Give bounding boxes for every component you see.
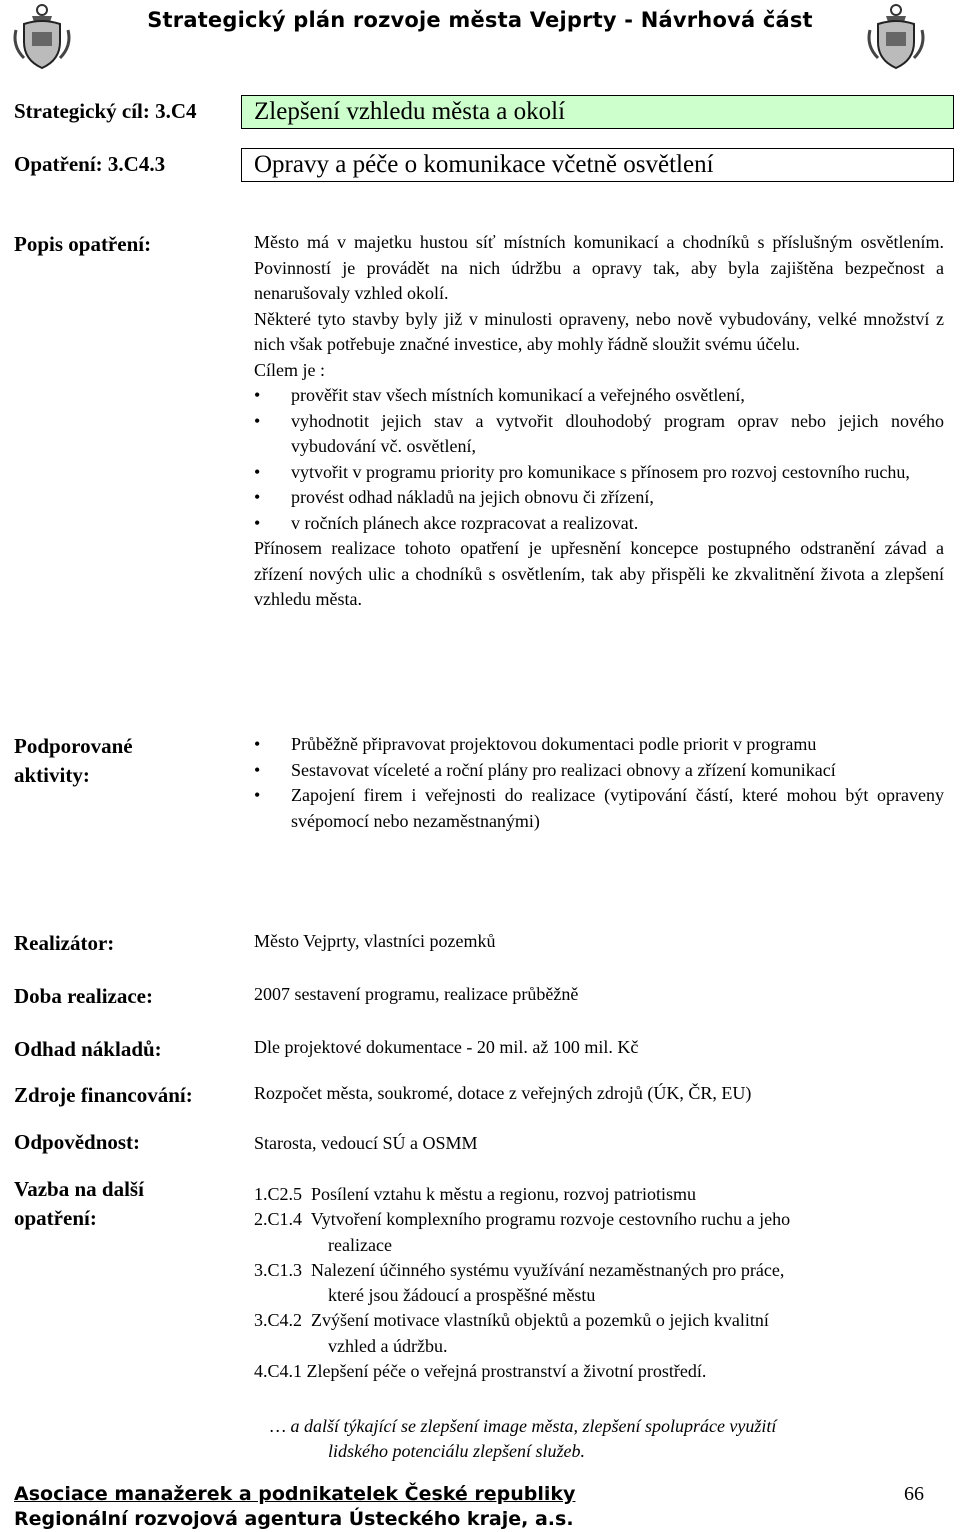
list-item: 1.C2.5 Posílení vztahu k městu a regionu, rozvoj patriotismu <box>254 1184 696 1204</box>
bullet-icon: • <box>254 759 261 780</box>
goal-title: Zlepšení vzhledu města a okolí <box>241 95 954 129</box>
implementer-value: Město Vejprty, vlastníci pozemků <box>254 931 496 951</box>
description-label: Popis opatření: <box>14 232 152 256</box>
bullet-icon: • <box>254 734 261 754</box>
duration-label: Doba realizace: <box>14 984 153 1008</box>
list-item: • prověřit stav všech místních komunikací a veřejného osvětlení, <box>254 383 944 409</box>
bullet-icon: • <box>254 487 261 507</box>
bullet-icon: • <box>254 410 261 431</box>
bullet-icon: • <box>254 461 261 482</box>
list-item: • Sestavovat víceleté a roční plány pro realizaci obnovy a zřízení komunikací <box>254 758 944 784</box>
description-paragraph: Město má v majetku hustou síť místních komunikací a chodníků s příslušným osvětlením. Povinností je provádět na nich údržbu a opravy tak, aby byla zajištěna bezpečnost a nenarušovaly vzhled okolí. <box>254 232 944 303</box>
list-item: • Zapojení firem i veřejnosti do realizace (vytipování částí, které mohou být opraveny svépomocí nebo nezaměstnanými) <box>254 785 944 831</box>
bullet-icon: • <box>254 785 261 805</box>
implementer-label: Realizátor: <box>14 931 115 955</box>
page-number: 66 <box>904 1483 924 1505</box>
funding-label: Zdroje financování: <box>14 1083 193 1107</box>
list-item: • Průběžně připravovat projektovou dokumentaci podle priorit v programu <box>254 732 944 758</box>
list-item: 3.C4.2 Zvýšení motivace vlastníků objektů a pozemků o jejich kvalitní vzhled a údržbu. <box>254 1310 769 1356</box>
list-item: 3.C1.3 Nalezení účinného systému využívání nezaměstnaných pro práce, které jsou žádoucí a prospěšné městu <box>254 1259 785 1306</box>
related-measures-list <box>254 1182 944 1384</box>
list-item: • vyhodnotit jejich stav a vytvořit dlouhodobý program oprav nebo jejich nového vybudování vč. osvětlení, <box>254 410 944 456</box>
bullet-icon: • <box>254 512 261 533</box>
bullet-icon: • <box>254 385 261 405</box>
supported-activities-list <box>254 732 944 834</box>
closing-note: … a další týkající se zlepšení image města, zlepšení spolupráce využití lidského potenciálu zlepšení služeb. <box>270 1416 777 1461</box>
list-item: • v ročních plánech akce rozpracovat a realizovat. <box>254 511 944 537</box>
footer-organization-1: Asociace manažerek a podnikatelek České republiky <box>14 1483 576 1505</box>
responsibility-value: Starosta, vedoucí SÚ a OSMM <box>254 1133 478 1153</box>
related-measures-label: Vazba na další opatření: <box>14 1177 144 1230</box>
town-crest-icon-left <box>10 2 74 74</box>
measure-label: Opatření: 3.C4.3 <box>14 152 166 176</box>
aims-list <box>254 383 944 536</box>
responsibility-label: Odpovědnost: <box>14 1130 141 1154</box>
description-paragraph: Některé tyto stavby byly již v minulosti opraveny, nebo nově vybudovány, velké množství z nich však potřebuje značné investice, aby mohly řádně sloužit svému účelu. <box>254 308 944 354</box>
list-item: 2.C1.4 Vytvoření komplexního programu rozvoje cestovního ruchu a jeho realizace <box>254 1209 791 1255</box>
town-crest-icon-right <box>864 2 928 74</box>
costs-value: Dle projektové dokumentace - 20 mil. až 100 mil. Kč <box>254 1037 639 1057</box>
goal-label: Strategický cíl: 3.C4 <box>14 99 197 123</box>
costs-label: Odhad nákladů: <box>14 1037 162 1061</box>
duration-value: 2007 sestavení programu, realizace průběžně <box>254 984 579 1004</box>
description-paragraph: Přínosem realizace tohoto opatření je upřesnění koncepce postupného odstranění závad a zřízení nových ulic a chodníků s osvětlením, tak aby přispěli ke zkvalitnění života a zlepšení vzhledu města. <box>254 538 944 609</box>
list-item: • provést odhad nákladů na jejich obnovu či zřízení, <box>254 485 944 511</box>
aims-intro: Cílem je : <box>254 359 325 380</box>
list-item: • vytvořit v programu priority pro komunikace s přínosem pro rozvoj cestovního ruchu, <box>254 460 944 486</box>
footer-organization-2: Regionální rozvojová agentura Ústeckého kraje, a.s. <box>14 1508 574 1530</box>
funding-value: Rozpočet města, soukromé, dotace z veřejných zdrojů (ÚK, ČR, EU) <box>254 1083 752 1103</box>
description-body <box>254 230 944 613</box>
measure-title: Opravy a péče o komunikace včetně osvětlení <box>241 148 954 182</box>
list-item: 4.C4.1 Zlepšení péče o veřejná prostranství a životní prostředí. <box>254 1361 707 1382</box>
supported-activities-label: Podporované aktivity: <box>14 734 133 787</box>
page-header-title: Strategický plán rozvoje města Vejprty - Návrhová část <box>147 8 813 32</box>
